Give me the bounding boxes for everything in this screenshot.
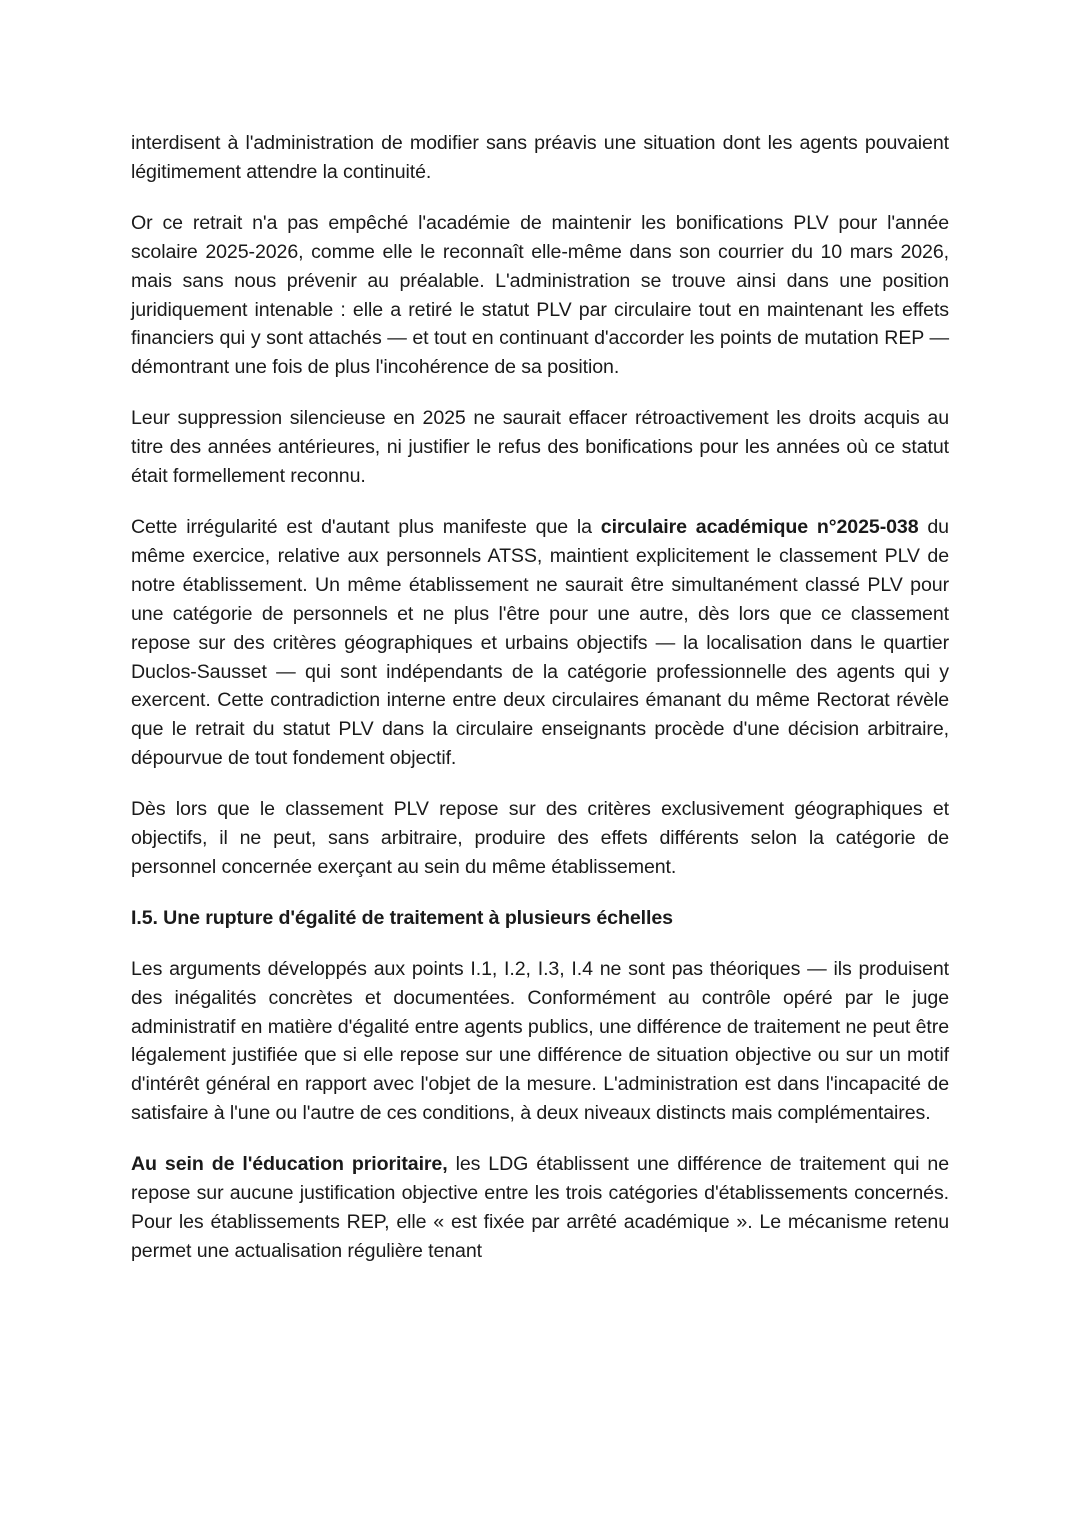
paragraph-geographic-criteria: Dès lors que le classement PLV repose sur des critères exclusivement géographiques et objectifs, il ne peut, sans arbitraire, produire des effets différents selon la catégorie de personnel concernée exerçant au sein du même établissement. <box>131 798 949 878</box>
section-heading: I.5. Une rupture d'égalité de traitement à plusieurs échelles <box>131 906 673 929</box>
paragraph-silent-suppression: Leur suppression silencieuse en 2025 ne saurait effacer rétroactivement les droits acquis au titre des années antérieures, ni justifier le refus des bonifications pour les années où ce statut était formellement reconnu. <box>131 407 949 488</box>
text-run: Cette irrégularité est d'autant plus manifeste que la <box>131 515 601 538</box>
paragraph-plv-bonuses: Or ce retrait n'a pas empêché l'académie de maintenir les bonifications PLV pour l'année scolaire 2025-2026, comme elle le reconnaît elle-même dans son courrier du 10 mars 2026, mais sans nous prévenir au préalable. L'administration se trouve ainsi dans une position juridiquement intenable : elle a retiré le statut PLV par circulaire tout en maintenant les effets financiers qui y sont attachés — et tout en continuant d'accorder les points de mutation REP — démontrant une fois de plus l'incohérence de sa position. <box>131 211 949 379</box>
paragraph-priority-education <box>131 1150 949 1266</box>
paragraph-continuation: interdisent à l'administration de modifier sans préavis une situation dont les agents pouvaient légitimement attendre la continuité. <box>131 132 949 183</box>
bold-lead-in: Au sein de l'éducation prioritaire, <box>131 1153 448 1176</box>
document-page <box>131 129 949 1288</box>
bold-circular-reference: circulaire académique n°2025-038 <box>600 515 919 538</box>
text-run: du même exercice, relative aux personnels ATSS, maintient explicitement le classement PLV de notre établissement. Un même établissement ne saurait être simultanément classé PLV pour une catégorie de personnels et ne plus l'être pour une autre, dès lors que ce classement repose sur des critères géographiques et urbains objectifs — la localisation dans le quartier Duclos-Sausset — qui sont indépendants de la catégorie professionnelle des agents qui y exercent. Cette contradiction interne entre deux circulaires émanant du même Rectorat révèle que le retrait du statut PLV dans la circulaire enseignants procède d'une décision arbitraire, dépourvue de tout fondement objectif. <box>131 515 949 770</box>
paragraph-irregularity <box>131 513 949 773</box>
paragraph-arguments: Les arguments développés aux points I.1, I.2, I.3, I.4 ne sont pas théoriques — ils produisent des inégalités concrètes et documentées. Conformément au contrôle opéré par le juge administratif en matière d'égalité entre agents publics, une différence de traitement ne peut être légalement justifiée que si elle repose sur une différence de situation objective ou sur un motif d'intérêt général en rapport avec l'objet de la mesure. L'administration est dans l'incapacité de satisfaire à l'une ou l'autre de ces conditions, à deux niveaux distincts mais complémentaires. <box>131 957 949 1125</box>
text-run: les LDG établissent une différence de traitement qui ne repose sur aucune justification objective entre les trois catégories d'établissements concernés. Pour les établissements REP, elle « est fixée par arrêté académique ». Le mécanisme retenu permet une actualisation régulière tenant <box>131 1153 949 1262</box>
